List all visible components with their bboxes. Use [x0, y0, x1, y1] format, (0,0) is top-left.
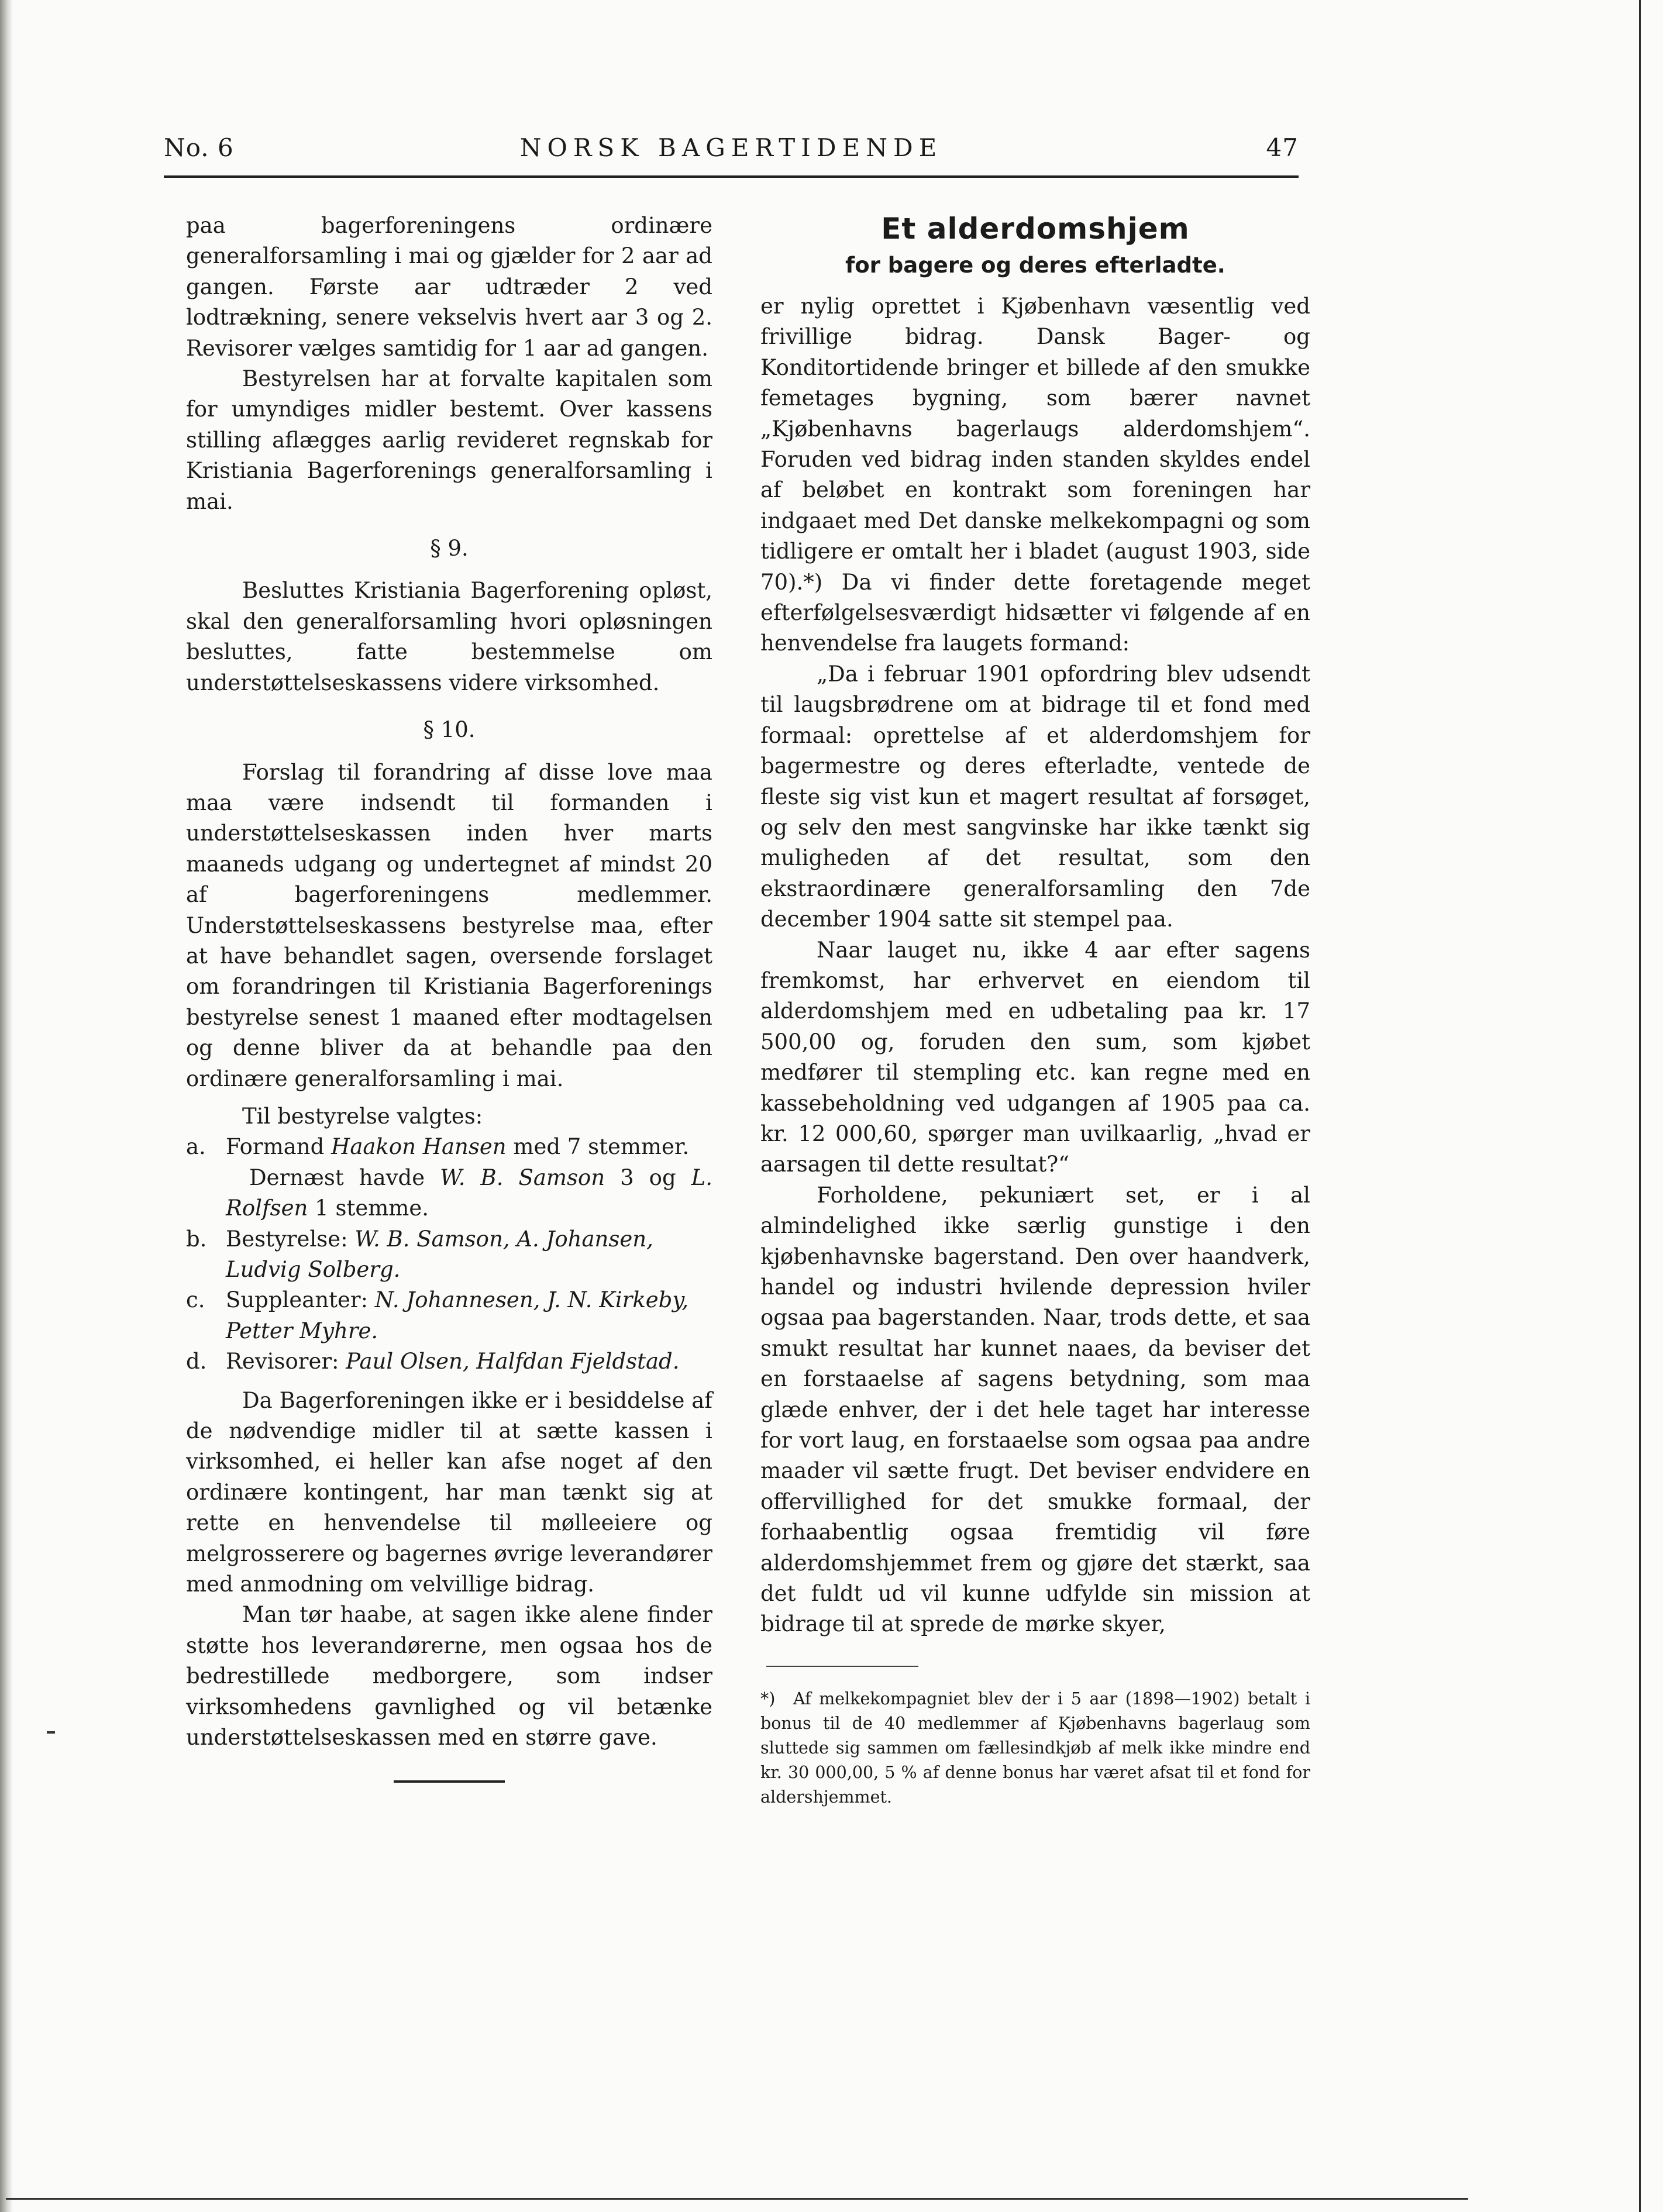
- list-item: [186, 1285, 712, 1346]
- paragraph: „Da i februar 1901 opfordring blev udsendt til laugsbrødrene om at bidrage til et fond med formaal: oprettelse af et alderdomshjem for bagermestre og deres efterladte, ventede de fleste sig vist kun et magert resultat af forsøget, og selv den mest sangvinske har ikke tænkt sig muligheden af det resultat, som den ekstraordinære generalforsamling den 7de december 1904 satte sit stempel paa.: [760, 661, 1310, 932]
- page-header: [164, 133, 1299, 174]
- person-names: N. Johannesen, J. N. Kirkeby, Petter Myhre.: [226, 1287, 689, 1343]
- list-item-body: [226, 1224, 712, 1286]
- list-item: [186, 1132, 712, 1224]
- list-letter: d.: [186, 1349, 207, 1374]
- left-column: [186, 211, 712, 1783]
- footnote: [760, 1687, 1310, 1810]
- paragraph: Man tør haabe, at sagen ikke alene finder støtte hos leverandørerne, men ogsaa hos de bedrestillede medborgere, som indser virksomhedens gavnlighed og vil betænke understøttelseskassen med en større gave.: [186, 1602, 712, 1751]
- scan-edge-shadow: [0, 0, 13, 2212]
- journal-title: NORSK BAGERTIDENDE: [519, 133, 943, 162]
- right-column: [760, 211, 1310, 1810]
- headline-title: Et alderdomshjem: [881, 212, 1190, 246]
- list-item-body: [226, 1285, 712, 1346]
- list-item-body: [226, 1132, 712, 1224]
- list-label: Revisorer:: [226, 1349, 339, 1374]
- footnote-mark: *): [760, 1689, 776, 1708]
- margin-mark: [47, 1731, 55, 1734]
- list-label: Formand: [226, 1134, 325, 1160]
- list-text: 3 og: [620, 1164, 676, 1190]
- paragraph: Bestyrelsen har at forvalte kapitalen som for umyndiges midler bestemt. Over kassens stilling aflægges aarlig revideret regnskab for Kristiania Bagerforenings generalforsamling i mai.: [186, 366, 712, 514]
- list-text: 1 stemme.: [315, 1195, 429, 1221]
- footnote-rule: [766, 1666, 918, 1667]
- person-name: W. B. Samson: [440, 1164, 605, 1190]
- list-label: Suppleanter:: [226, 1287, 369, 1313]
- scan-right-edge: [1639, 0, 1641, 2212]
- scan-bottom-edge: [6, 2198, 1468, 2200]
- article-headline: [760, 211, 1310, 281]
- article-end-rule: [394, 1780, 505, 1783]
- person-name: L. Rolfsen: [226, 1164, 713, 1221]
- paragraph: Naar lauget nu, ikke 4 aar efter sagens fremkomst, har erhvervet en eiendom til alderdomshjem med en udbetaling paa kr. 17 500,00 og, foruden den sum, som kjøbet medfører til stempling etc. kan regne med en kassebeholdning ved udgangen af 1905 paa ca. kr. 12 000,60, spørger man uvilkaarlig, „hvad er aarsagen til dette resultat?“: [760, 937, 1310, 1177]
- paragraph: Da Bagerforeningen ikke er i besiddelse af de nødvendige midler til at sætte kassen i virksomhed, ei heller kan afse noget af den ordinære kontingent, har man tænkt sig at rette en henvendelse til mølleeiere og melgrosserere og bagernes øvrige leverandører med anmodning om velvillige bidrag.: [186, 1387, 712, 1597]
- election-intro: Til bestyrelse valgtes:: [242, 1103, 483, 1129]
- list-letter: a.: [186, 1134, 206, 1160]
- section-heading: § 10.: [423, 717, 476, 743]
- section-heading: § 9.: [430, 536, 469, 561]
- headline-subtitle: for bagere og deres efterladte.: [845, 253, 1225, 278]
- list-letter: b.: [186, 1226, 207, 1252]
- list-label: Bestyrelse:: [226, 1226, 348, 1252]
- header-rule: [164, 175, 1299, 178]
- list-suffix: med 7 stemmer.: [513, 1134, 690, 1160]
- person-name: Haakon Hansen: [331, 1134, 507, 1160]
- person-names: Paul Olsen, Halfdan Fjeldstad.: [346, 1349, 680, 1374]
- list-item-body: [226, 1346, 712, 1377]
- page-number: 47: [1266, 133, 1299, 162]
- paragraph: Besluttes Kristiania Bagerforening opløst, skal den generalforsamling hvori opløsningen besluttes, fatte bestemmelse om understøttelseskassens videre virksomhed.: [186, 578, 712, 695]
- paragraph: er nylig oprettet i Kjøbenhavn væsentlig ved frivillige bidrag. Dansk Bager- og Konditortidende bringer et billede af den smukke femetages bygning, som bærer navnet „Kjøbenhavns bagerlaugs alderdomshjem“. Foruden ved bidrag inden standen skyldes endel af beløbet en kontrakt som foreningen har indgaaet med Det danske melkekompagni og som tidligere er omtalt her i bladet (august 1903, side 70).*) Da vi finder dette foretagende meget efterfølgelsesværdigt hidsætter vi følgende af en henvendelse fra laugets formand:: [760, 294, 1310, 656]
- election-list: [186, 1101, 712, 1377]
- issue-number: No. 6: [164, 133, 234, 162]
- list-item: [186, 1224, 712, 1286]
- person-names: W. B. Samson, A. Johansen, Ludvig Solberg.: [226, 1226, 653, 1282]
- paragraph: paa bagerforeningens ordinære generalforsamling i mai og gjælder for 2 aar ad gangen. Første aar udtræder 2 ved lodtrækning, senere vekselvis hvert aar 3 og 2. Revisorer vælges samtidig for 1 aar ad gangen.: [186, 213, 712, 361]
- paragraph: Forslag til forandring af disse love maa maa være indsendt til formanden i understøttelseskassen inden hver marts maaneds udgang og undertegnet af mindst 20 af bagerforeningens medlemmer. Understøttelseskassens bestyrelse maa, efter at have behandlet sagen, oversende forslaget om forandringen til Kristiania Bagerforenings bestyrelse senest 1 maaned efter modtagelsen og denne bliver da at behandle paa den ordinære generalforsamling i mai.: [186, 759, 712, 1091]
- list-item: [186, 1346, 712, 1377]
- paragraph: Forholdene, pekuniært set, er i al almindelighed ikke særlig gunstige i den kjøbenhavnske bagerstand. Den over haandverk, handel og industri hvilende depression hviler ogsaa paa bagerstanden. Naar, trods dette, et saa smukt resultat har kunnet naaes, da beviser det en forstaaelse af sagens betydning, som maa glæde enhver, der i det hele taget har interesse for vort laug, en forstaaelse som ogsaa paa andre maader vil sætte frugt. Det beviser endvidere en offervillighed for det smukke formaal, der forhaabentlig ogsaa fremtidig vil føre alderdomshjemmet frem og gjøre det stærkt, saa det fuldt ud vil kunne udfylde sin mission at bidrage til at sprede de mørke skyer,: [760, 1182, 1310, 1637]
- list-letter: c.: [186, 1287, 205, 1313]
- list-item-text: [226, 1132, 712, 1224]
- list-text: Dernæst havde: [249, 1164, 425, 1190]
- footnote-text: Af melkekompagniet blev der i 5 aar (1898—1902) betalt i bonus til de 40 medlemmer af Kjøbenhavns bagerlaug som sluttede sig sammen om fællesindkjøb af melk ikke mindre end kr. 30 000,00, 5 % af denne bonus har været afsat til et fond for aldershjemmet.: [760, 1689, 1310, 1807]
